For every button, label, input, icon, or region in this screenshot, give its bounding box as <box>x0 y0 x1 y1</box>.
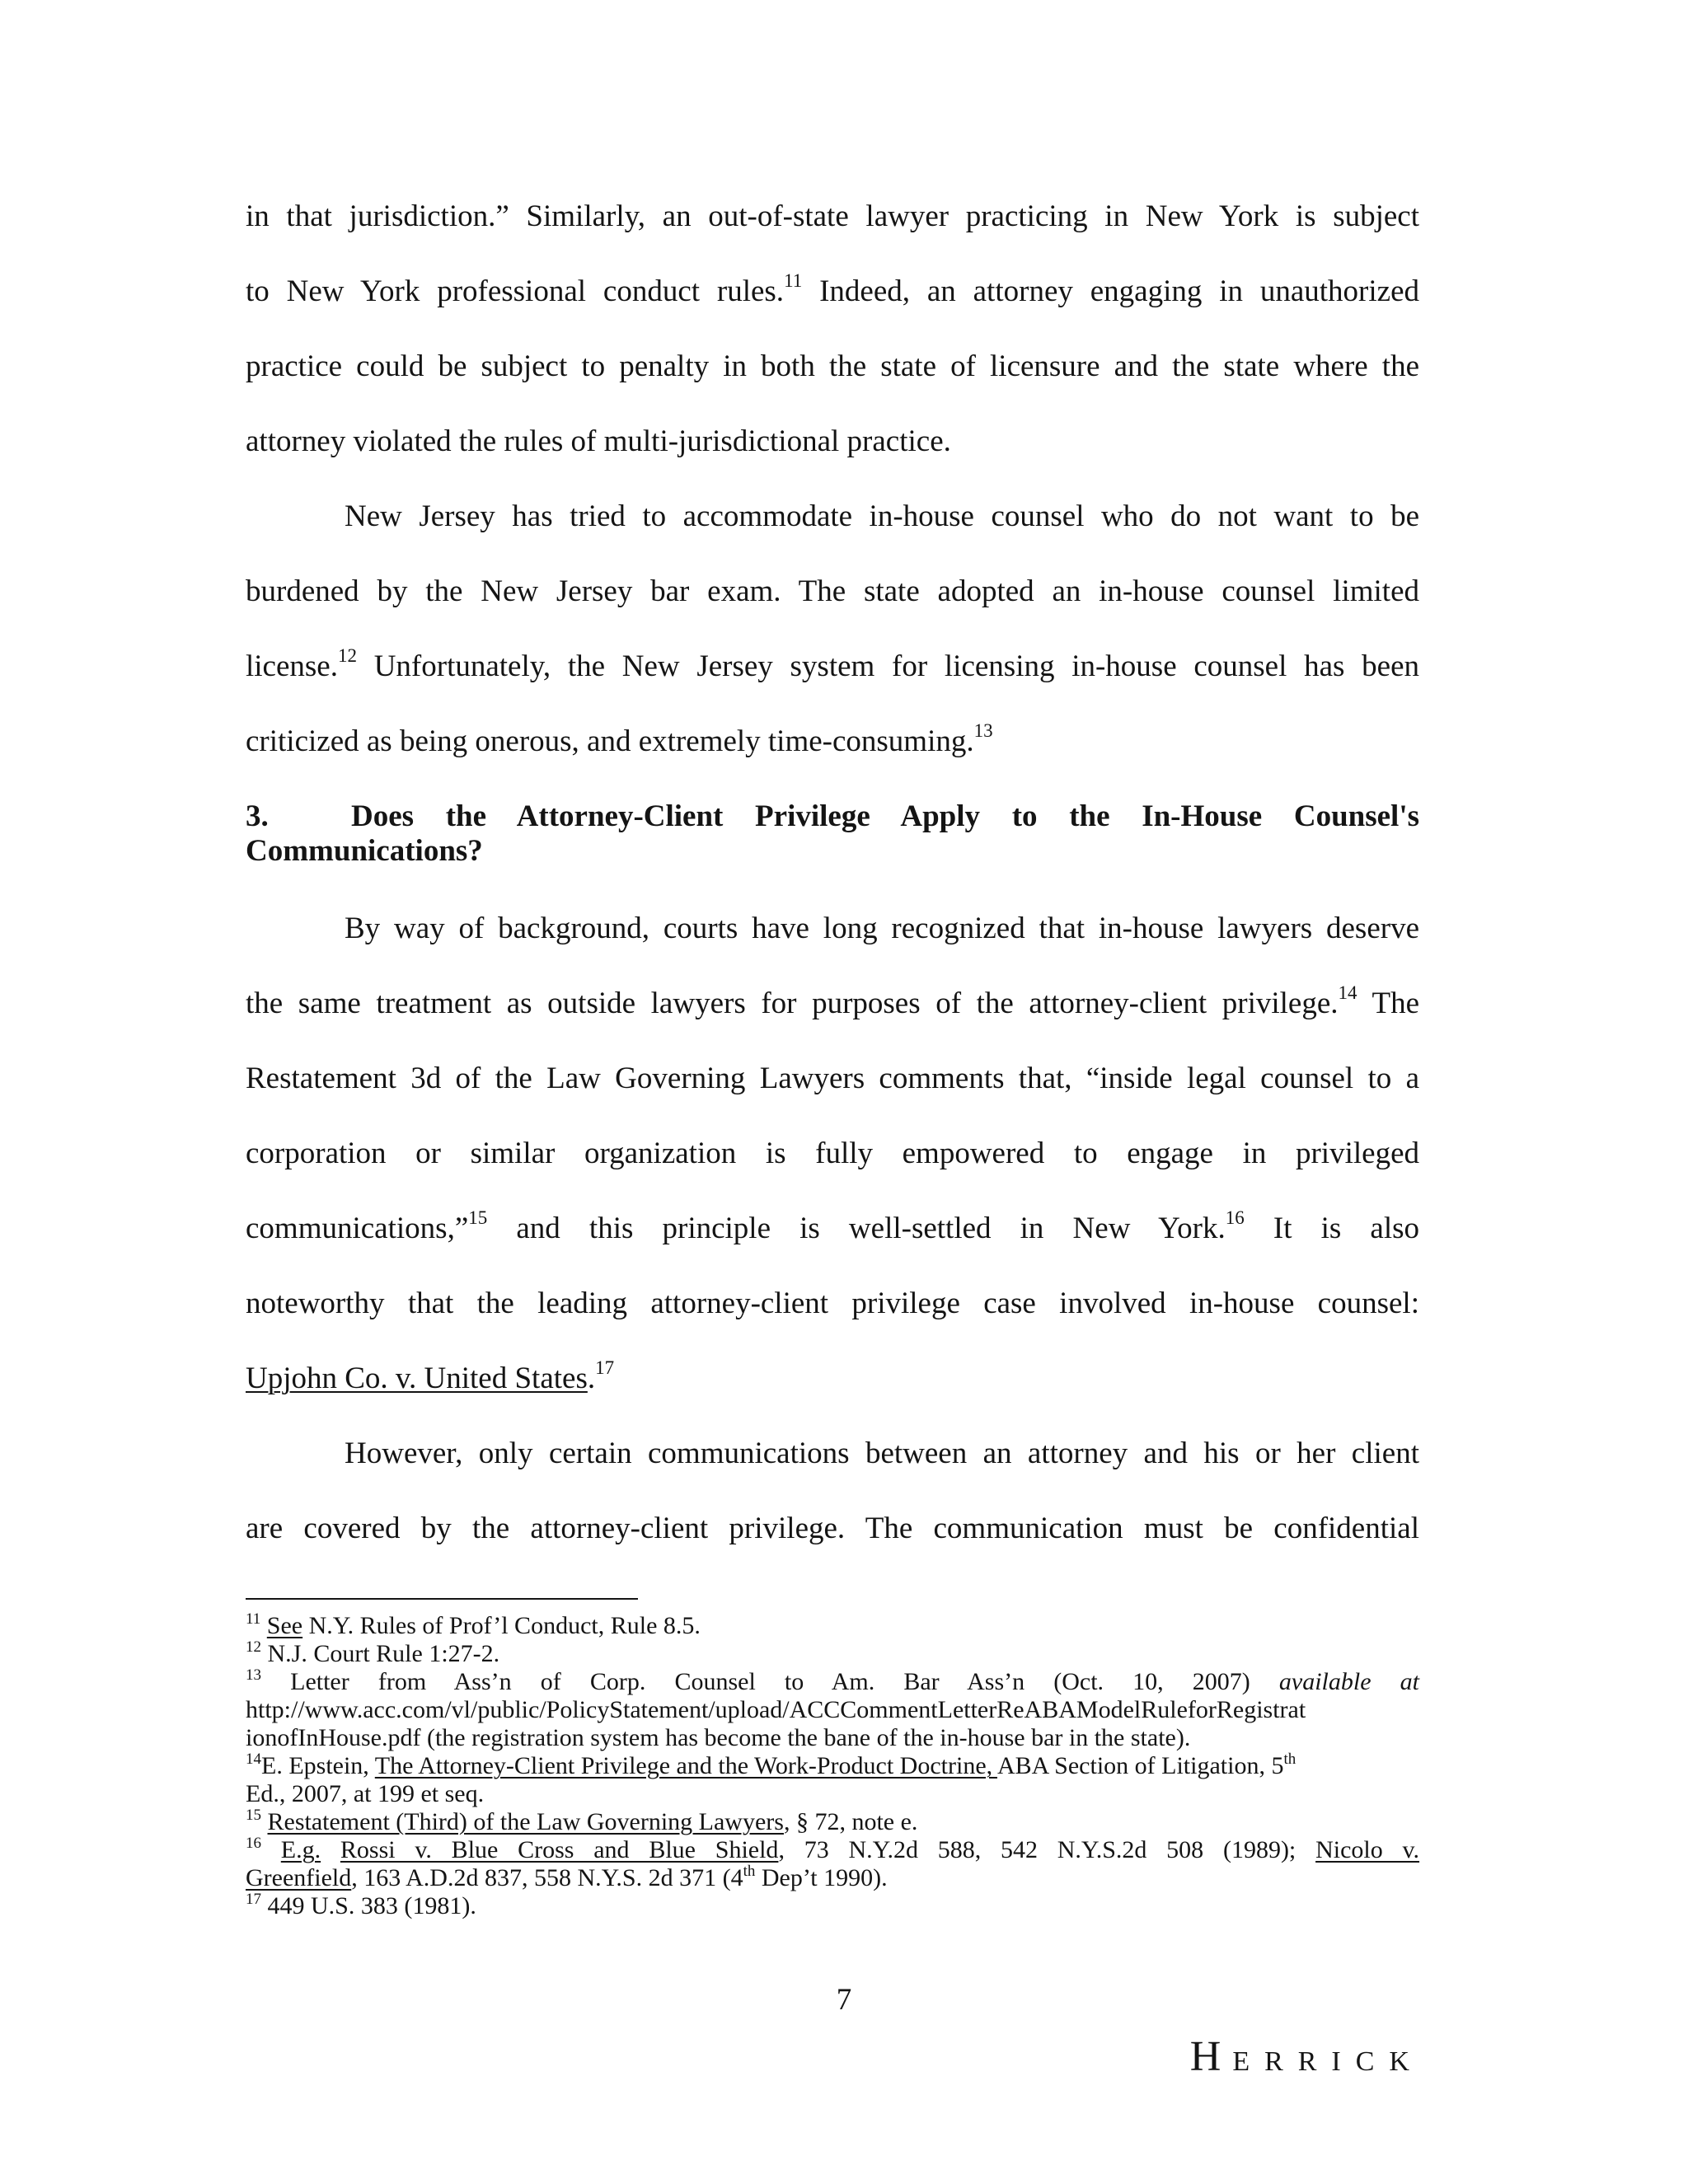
footnote-text: N.J. Court Rule 1:27-2. <box>261 1640 500 1667</box>
footnote-link[interactable]: http://www.acc.com/vl/public/PolicyStatement/upload/ACCCommentLetterReABAModelRuleforRegistrat <box>246 1696 1306 1723</box>
text-span: and this principle is well-settled in New York. <box>516 1212 1226 1245</box>
text-span: communications,” <box>246 1212 469 1245</box>
text-span: corporation or similar organization is fully empowered to engage in privileged <box>246 1137 1419 1170</box>
footnote-text: available at <box>1278 1668 1419 1695</box>
footnote-text: Letter from Ass’n of Corp. Counsel to Am. Bar Ass’n (Oct. 10, 2007) <box>261 1668 1250 1695</box>
signal-see: See <box>266 1612 303 1639</box>
footnote-text: , § 72, note e. <box>783 1808 918 1835</box>
footnote-ref[interactable]: 13 <box>973 720 993 741</box>
footnote-text: , 73 N.Y.2d 588, 542 N.Y.S.2d 508 (1989); <box>778 1836 1296 1863</box>
text-span: noteworthy that the leading attorney-client privilege case involved in-house counsel: <box>246 1286 1419 1320</box>
text-span: license. <box>246 649 338 683</box>
footnote-12 <box>246 1640 1419 1668</box>
footnote-ref[interactable]: 11 <box>784 270 803 291</box>
footnote-number: 13 <box>246 1666 261 1684</box>
paragraph-line <box>246 1511 1419 1547</box>
footnote-text: , 163 A.D.2d 837, 558 N.Y.S. 2d 371 (4 <box>351 1864 743 1891</box>
paragraph-line <box>246 1061 1419 1097</box>
paragraph-line <box>246 349 1419 385</box>
ordinal-suffix: th <box>1283 1750 1296 1768</box>
paragraph-line <box>246 1357 1419 1397</box>
footnote-17 <box>246 1892 1419 1920</box>
signal-eg: E.g. <box>280 1836 321 1863</box>
firm-logo <box>1190 2032 1424 2081</box>
text-span: Restatement 3d of the Law Governing Lawyers comments that, “inside legal counsel to a <box>246 1062 1419 1095</box>
text-span: to New York professional conduct rules. <box>246 274 785 308</box>
book-title: Restatement (Third) of the Law Governing Lawyers <box>267 1808 784 1835</box>
heading-line <box>246 833 1419 869</box>
footnote-number: 16 <box>246 1835 261 1852</box>
text-span: burdened by the New Jersey bar exam. The state adopted an in-house counsel limited <box>246 574 1419 608</box>
footnote-11 <box>246 1612 1419 1640</box>
text-span: New Jersey has tried to accommodate in-house counsel who do not want to be <box>345 499 1419 533</box>
paragraph-line <box>246 1436 1419 1472</box>
text-span: . <box>587 1361 596 1395</box>
text-span: practice could be subject to penalty in both the state of licensure and the state where the <box>246 349 1419 383</box>
case-citation: Nicolo v. <box>1315 1836 1420 1863</box>
footnote-13-cont <box>246 1724 1419 1752</box>
page-number: 7 <box>836 1983 852 2017</box>
paragraph-line <box>246 1136 1419 1172</box>
paragraph-line <box>246 499 1419 535</box>
footnote-13 <box>246 1668 1419 1696</box>
footnote-text: 449 U.S. 383 (1981). <box>261 1892 476 1919</box>
paragraph-line <box>246 720 1419 760</box>
footnote-number: 17 <box>246 1891 261 1908</box>
footnote-ref[interactable]: 15 <box>468 1207 488 1228</box>
text-span: in that jurisdiction.” Similarly, an out-of-state lawyer practicing in New York is subject <box>246 199 1419 233</box>
footnote-text: (the registration system has become the bane of the in-house bar in the state). <box>420 1724 1191 1751</box>
paragraph-line <box>246 1286 1419 1322</box>
text-span: The <box>1357 987 1419 1020</box>
paragraph-line <box>246 199 1419 235</box>
logo-initial: H <box>1189 2033 1233 2080</box>
footnote-number: 12 <box>246 1638 261 1656</box>
heading-text: Does the Attorney-Client Privilege Apply to the In-House Counsel's <box>351 799 1419 833</box>
paragraph-line <box>246 574 1419 610</box>
text-span: It is also <box>1273 1212 1419 1245</box>
footnote-text: Dep’t 1990). <box>755 1864 888 1891</box>
footnote-ref[interactable]: 17 <box>595 1357 615 1378</box>
paragraph-line <box>246 424 1419 460</box>
footnote-number: 14 <box>246 1750 261 1768</box>
footnote-15 <box>246 1808 1419 1836</box>
footnote-number: 11 <box>246 1610 261 1628</box>
case-citation: Upjohn Co. v. United States <box>246 1361 588 1395</box>
logo-rest: ERRICK <box>1232 2046 1424 2077</box>
footnote-ref[interactable]: 12 <box>337 645 357 666</box>
footnote-separator <box>246 1598 638 1600</box>
footnote-text: N.Y. Rules of Prof’l Conduct, Rule 8.5. <box>302 1612 701 1639</box>
book-title: The Attorney-Client Privilege and the Work-Product Doctrine, <box>374 1752 997 1779</box>
case-citation: Rossi v. Blue Cross and Blue Shield <box>340 1836 779 1863</box>
footnote-16 <box>246 1836 1419 1864</box>
text-span: are covered by the attorney-client privilege. The communication must be confidential <box>246 1511 1419 1545</box>
text-span: criticized as being onerous, and extremely time-consuming. <box>246 724 974 758</box>
footnote-number: 15 <box>246 1807 261 1824</box>
footnote-text: ABA Section of Litigation, 5 <box>996 1752 1284 1779</box>
paragraph-line <box>246 270 1419 310</box>
case-citation: Greenfield <box>246 1864 352 1891</box>
text-span: attorney violated the rules of multi-jurisdictional practice. <box>246 424 951 458</box>
footnote-text: E. Epstein, <box>261 1752 375 1779</box>
text-span: Indeed, an attorney engaging in unauthorized <box>802 274 1419 308</box>
footnote-14-cont <box>246 1780 1419 1808</box>
heading-number: 3. <box>246 799 269 833</box>
footnote-ref[interactable]: 16 <box>1225 1207 1245 1228</box>
footnote-13-url <box>246 1696 1419 1724</box>
paragraph-line <box>246 1207 1419 1247</box>
footnote-ref[interactable]: 14 <box>1338 982 1357 1003</box>
footnote-16-cont <box>246 1864 1419 1892</box>
heading-line <box>246 799 1419 835</box>
text-span: However, only certain communications between an attorney and his or her client <box>345 1436 1419 1470</box>
text-span: Unfortunately, the New Jersey system for licensing in-house counsel has been <box>356 649 1419 683</box>
paragraph-line <box>246 911 1419 947</box>
ordinal-suffix: th <box>743 1863 756 1880</box>
footnote-link[interactable]: ionofInHouse.pdf <box>246 1724 421 1751</box>
heading-text: Communications? <box>246 834 483 868</box>
paragraph-line <box>246 645 1419 685</box>
paragraph-line <box>246 982 1419 1022</box>
text-span: the same treatment as outside lawyers for purposes of the attorney-client privilege. <box>246 987 1339 1020</box>
footnote-14 <box>246 1752 1419 1780</box>
text-span: By way of background, courts have long recognized that in-house lawyers deserve <box>345 912 1419 945</box>
footnote-text: Ed., 2007, at 199 et seq. <box>246 1780 485 1807</box>
